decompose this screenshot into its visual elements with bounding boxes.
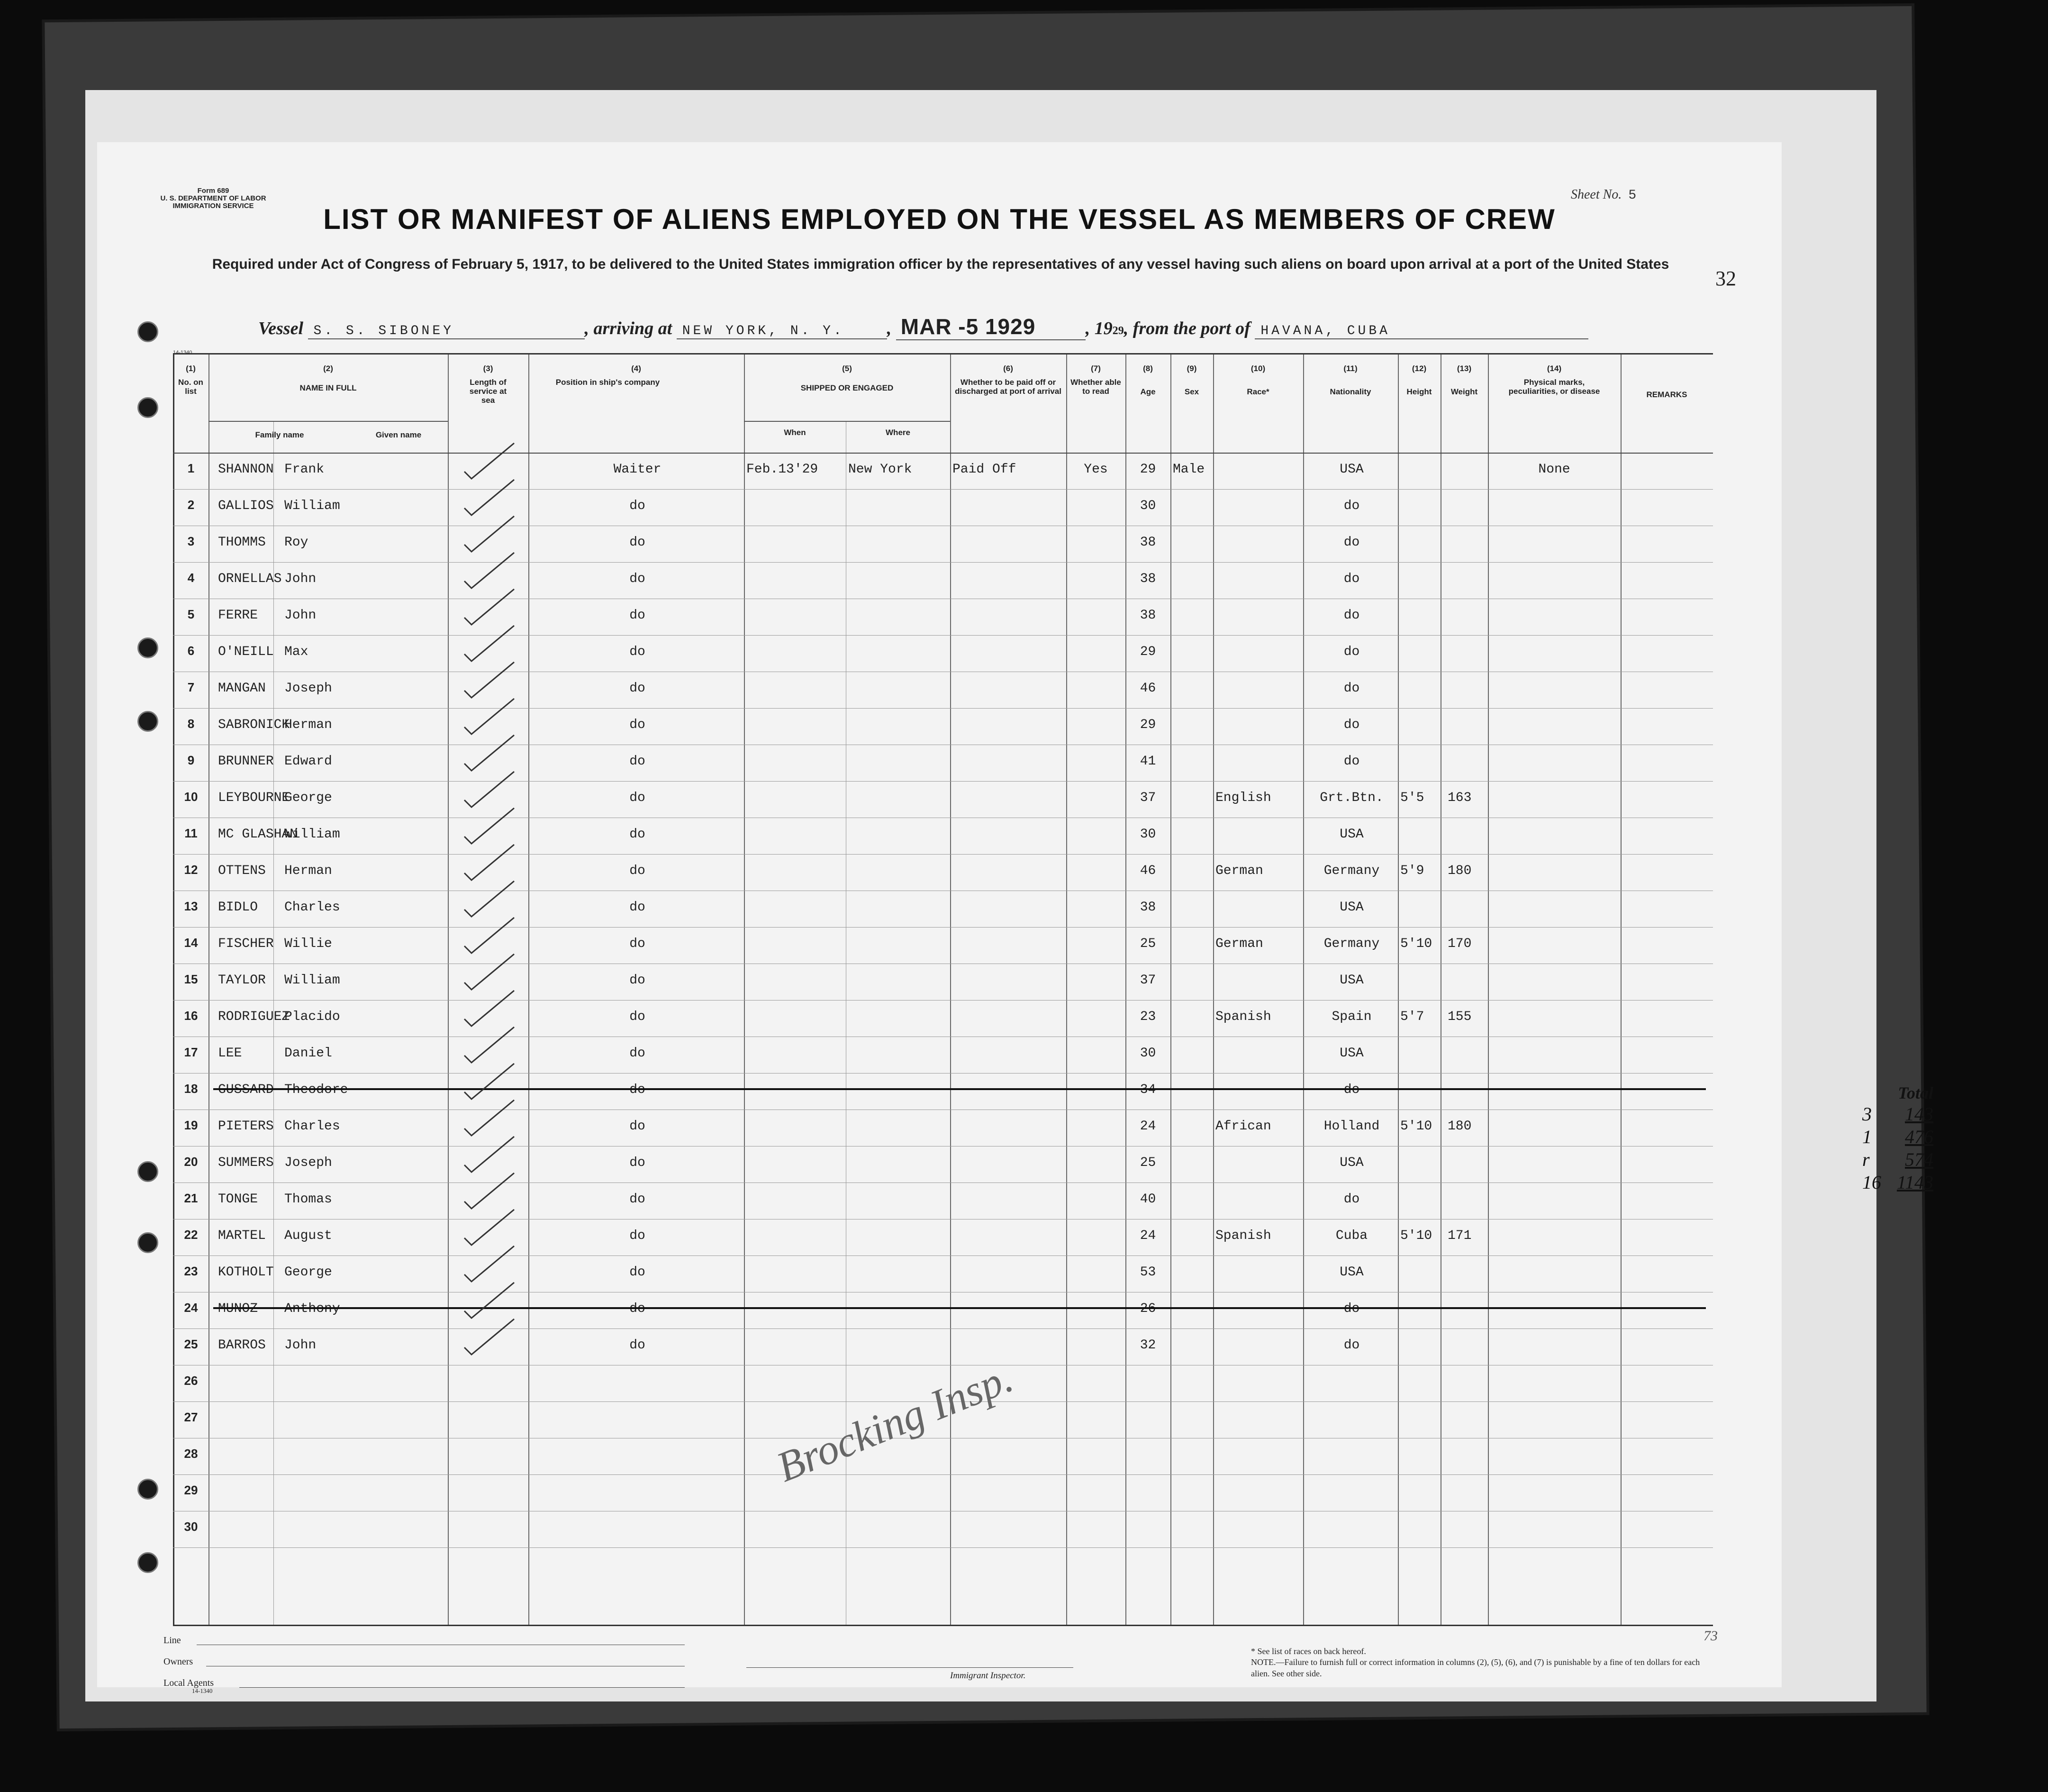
cell-nationality: do	[1343, 535, 1360, 550]
binder-hole	[137, 1161, 158, 1182]
row-number: 26	[184, 1374, 198, 1388]
cell-family: FERRE	[218, 608, 258, 623]
cell-weight: 180	[1448, 864, 1472, 878]
check-mark	[464, 553, 514, 588]
row-number: 6	[187, 644, 195, 658]
cell-age: 29	[1140, 462, 1156, 477]
cell-family: MARTEL	[218, 1228, 266, 1243]
cell-given: William	[284, 499, 340, 513]
cell-nationality: USA	[1340, 1155, 1364, 1170]
cell-position: do	[629, 973, 645, 988]
check-mark	[464, 1246, 514, 1282]
cell-race: German	[1215, 937, 1263, 951]
col-read-header: (7) Whether able to read	[1070, 364, 1121, 396]
cell-nationality: do	[1343, 1338, 1360, 1353]
check-mark	[464, 699, 514, 734]
cell-family: PIETERS	[218, 1119, 274, 1134]
totals-label: Total	[1898, 1083, 1933, 1102]
cell-nationality: USA	[1340, 973, 1364, 988]
cell-race: African	[1215, 1119, 1271, 1134]
agents-underline	[239, 1687, 685, 1688]
cell-height: 5'10	[1400, 937, 1432, 951]
sheet-number	[1571, 187, 1636, 203]
cell-age: 38	[1140, 535, 1156, 550]
col-shipped-header: (5) SHIPPED OR ENGAGED	[800, 364, 894, 392]
cell-nationality: do	[1343, 1192, 1360, 1207]
races-note: * See list of races on back hereof.	[1251, 1646, 1366, 1656]
cell-nationality: USA	[1340, 900, 1364, 915]
row-number: 14	[184, 936, 198, 950]
col-position-header: (4) Position in ship's company	[555, 364, 660, 387]
binder-hole	[137, 321, 158, 342]
check-mark	[464, 1137, 514, 1172]
row-number: 27	[184, 1410, 198, 1424]
cell-nationality: Grt.Btn.	[1320, 791, 1384, 805]
page-title: LIST OR MANIFEST OF ALIENS EMPLOYED ON THE VESSEL AS MEMBERS OF CREW	[323, 203, 1556, 235]
cell-given: Thomas	[284, 1192, 332, 1207]
cell-weight: 155	[1448, 1010, 1472, 1024]
col-physical-marks-header: (14) Physical marks, peculiarities, or disease	[1508, 364, 1600, 396]
cell-age: 40	[1140, 1192, 1156, 1207]
year-prefix: , 19	[1085, 318, 1113, 338]
local-agents-label: Local Agents	[163, 1678, 214, 1688]
col-length-service-header: (3) Length of service at sea	[469, 364, 507, 405]
row-number: 23	[184, 1264, 198, 1278]
check-mark	[464, 1173, 514, 1209]
cell-position: do	[629, 900, 645, 915]
cell-position: do	[629, 535, 645, 550]
cell-marks: None	[1538, 462, 1570, 477]
cell-nationality: USA	[1340, 462, 1364, 477]
totals-line	[1862, 1171, 1962, 1194]
cell-family: O'NEILL	[218, 645, 274, 659]
binder-hole	[137, 711, 158, 732]
check-mark	[464, 1210, 514, 1245]
from-port: HAVANA, CUBA	[1255, 324, 1588, 339]
arriving-port: NEW YORK, N. Y.	[677, 324, 887, 339]
cell-given: Edward	[284, 754, 332, 769]
cell-age: 46	[1140, 681, 1156, 696]
cell-age: 29	[1140, 645, 1156, 659]
corner-mark: 73	[1704, 1628, 1718, 1644]
cell-given: Joseph	[284, 1155, 332, 1170]
cell-age: 30	[1140, 1046, 1156, 1061]
row-number: 24	[184, 1301, 198, 1315]
year-suffix: 29	[1112, 325, 1124, 337]
col-when-header: When	[784, 428, 806, 437]
row-number: 10	[184, 790, 198, 804]
cell-age: 30	[1140, 827, 1156, 842]
cell-nationality: USA	[1340, 1265, 1364, 1280]
inspector-underline	[746, 1667, 1073, 1668]
totals-line	[1862, 1126, 1962, 1148]
agents-code: 14-1340	[192, 1687, 213, 1694]
col-name-header: (2) NAME IN FULL	[299, 364, 357, 392]
penalty-note: NOTE.—Failure to furnish full or correct information in columns (2), (5), (6), and (7) is punishable by a fine of ten dollars for each alien. See other side.	[1251, 1657, 1700, 1678]
cell-position: do	[629, 681, 645, 696]
cell-position: do	[629, 1228, 645, 1243]
date-stamp: MAR -5 1929	[896, 314, 1086, 340]
row-number: 13	[184, 899, 198, 913]
col-height-header: (12) Height	[1406, 364, 1432, 396]
cell-family: LEE	[218, 1046, 242, 1061]
legal-requirement: Required under Act of Congress of February 5, 1917, to be delivered to the United States immigration officer by the representatives of any vessel having such aliens on board upon arrival at a port of the United States	[212, 256, 1669, 272]
cell-nationality: USA	[1340, 1046, 1364, 1061]
cell-position: do	[629, 1119, 645, 1134]
row-number: 19	[184, 1118, 198, 1132]
cell-position: do	[629, 1265, 645, 1280]
cell-family: BRUNNER	[218, 754, 274, 769]
binder-hole	[137, 1232, 158, 1253]
row-number: 2	[187, 498, 195, 512]
cell-given: Placido	[284, 1010, 340, 1024]
cell-nationality: do	[1343, 499, 1360, 513]
cell-family: THOMMS	[218, 535, 266, 550]
cell-position: do	[629, 1192, 645, 1207]
page-number: 32	[1715, 267, 1736, 290]
cell-age: 37	[1140, 791, 1156, 805]
cell-given: George	[284, 791, 332, 805]
cell-family: GALLIOS	[218, 499, 274, 513]
cell-family: MUNOZ	[218, 1301, 258, 1316]
cell-family: KOTHOLT	[218, 1265, 274, 1280]
cell-position: do	[629, 572, 645, 586]
totals-right: 574	[1905, 1149, 1933, 1170]
cell-given: Joseph	[284, 681, 332, 696]
cell-age: 34	[1140, 1082, 1156, 1097]
cell-weight: 180	[1448, 1119, 1472, 1134]
sheet-value: 5	[1628, 188, 1637, 203]
cell-family: GUSSARD	[218, 1082, 274, 1097]
service: IMMIGRATION SERVICE	[172, 202, 254, 210]
row-number: 28	[184, 1446, 198, 1461]
cell-age: 32	[1140, 1338, 1156, 1353]
totals-right: 476	[1905, 1126, 1933, 1147]
form-number: Form 689	[197, 187, 229, 195]
cell-given: Roy	[284, 535, 308, 550]
binder-hole	[137, 637, 158, 658]
cell-position: do	[629, 1046, 645, 1061]
cell-read: Yes	[1084, 462, 1108, 477]
inspector-label: Immigrant Inspector.	[950, 1671, 1026, 1681]
binder-hole	[137, 397, 158, 418]
form-code: 14-1340	[173, 350, 192, 355]
totals-lines	[1862, 1103, 1962, 1194]
cell-given: John	[284, 572, 317, 586]
totals-left: 3	[1862, 1103, 1872, 1125]
cell-age: 53	[1140, 1265, 1156, 1280]
cell-family: OTTENS	[218, 864, 266, 878]
cell-race: German	[1215, 864, 1263, 878]
check-mark	[464, 589, 514, 625]
totals-left: 16	[1862, 1172, 1881, 1193]
cell-sex: Male	[1173, 462, 1205, 477]
cell-weight: 163	[1448, 791, 1472, 805]
line-label: Line	[163, 1635, 181, 1646]
cell-family: LEYBOURNE	[218, 791, 290, 805]
check-mark	[464, 1027, 514, 1063]
row-number: 17	[184, 1045, 198, 1059]
cell-nationality: Germany	[1323, 937, 1380, 951]
cell-family: FISCHER	[218, 937, 274, 951]
cell-given: Frank	[284, 462, 325, 477]
cell-given: Herman	[284, 864, 332, 878]
cell-weight: 171	[1448, 1228, 1472, 1243]
cell-position: do	[629, 827, 645, 842]
vessel-label: Vessel	[258, 318, 303, 338]
totals-left: r	[1862, 1149, 1870, 1170]
cell-age: 29	[1140, 718, 1156, 732]
cell-given: William	[284, 827, 340, 842]
cell-nationality: do	[1343, 1301, 1360, 1316]
cell-position: do	[629, 864, 645, 878]
from-label: , from the port of	[1124, 318, 1251, 338]
cell-family: SABRONICK	[218, 718, 290, 732]
check-mark	[464, 881, 514, 917]
row-number: 21	[184, 1191, 198, 1205]
row-number: 8	[187, 717, 195, 731]
cell-family: BARROS	[218, 1338, 266, 1353]
vessel-name: S. S. SIBONEY	[308, 324, 585, 339]
check-mark	[464, 516, 514, 552]
cell-family: BIDLO	[218, 900, 258, 915]
vessel-line: Vessel S. S. SIBONEY , arriving at NEW YORK, N. Y. , MAR -5 1929 , 1929, from the port of HAVANA, CUBA	[258, 314, 1588, 340]
cell-family: ORNELLAS	[218, 572, 282, 586]
cell-height: 5'10	[1400, 1228, 1432, 1243]
check-mark	[464, 991, 514, 1026]
totals-right: 1143	[1896, 1172, 1933, 1193]
row-number: 22	[184, 1228, 198, 1242]
totals-line	[1862, 1148, 1962, 1171]
crew-table	[173, 353, 1713, 1626]
owners-label: Owners	[163, 1656, 193, 1667]
check-mark	[464, 1064, 514, 1099]
cell-nationality: Spain	[1332, 1010, 1372, 1024]
cell-nationality: USA	[1340, 827, 1364, 842]
totals-left: 1	[1862, 1126, 1872, 1147]
cell-nationality: do	[1343, 1082, 1360, 1097]
sheet-label: Sheet No.	[1571, 187, 1622, 202]
row-number: 11	[184, 826, 198, 840]
row-number: 16	[184, 1009, 198, 1023]
cell-position: do	[629, 1010, 645, 1024]
col-weight-header: (13) Weight	[1450, 364, 1478, 396]
cell-age: 30	[1140, 499, 1156, 513]
cell-family: RODRIGUEZ	[218, 1010, 290, 1024]
row-number: 4	[187, 571, 195, 585]
check-mark	[464, 626, 514, 661]
cell-age: 25	[1140, 937, 1156, 951]
cell-race: Spanish	[1215, 1228, 1271, 1243]
col-given-name-header: Given name	[375, 430, 422, 439]
cell-family: SUMMERS	[218, 1155, 274, 1170]
cell-given: Max	[284, 645, 308, 659]
check-mark	[464, 480, 514, 515]
cell-family: MANGAN	[218, 681, 266, 696]
cell-given: Anthony	[284, 1301, 340, 1316]
row-number: 12	[184, 863, 198, 877]
check-mark	[464, 1100, 514, 1136]
check-mark	[464, 662, 514, 698]
cell-age: 37	[1140, 973, 1156, 988]
cell-family: MC GLASHAN	[218, 827, 298, 842]
row-number: 25	[184, 1337, 198, 1351]
cell-age: 26	[1140, 1301, 1156, 1316]
row-number: 29	[184, 1483, 198, 1497]
cell-position: do	[629, 1155, 645, 1170]
cell-age: 46	[1140, 864, 1156, 878]
totals-right: 143	[1905, 1103, 1933, 1125]
row-number: 3	[187, 534, 195, 548]
row-number: 1	[187, 461, 195, 475]
row-number: 5	[187, 607, 195, 621]
cell-position: do	[629, 645, 645, 659]
manifest-page	[97, 142, 1782, 1694]
cell-age: 38	[1140, 900, 1156, 915]
arriving-label: , arriving at	[584, 318, 672, 338]
cell-position: do	[629, 754, 645, 769]
cell-given: John	[284, 1338, 317, 1353]
cell-given: August	[284, 1228, 332, 1243]
cell-position: do	[629, 718, 645, 732]
cell-given: Herman	[284, 718, 332, 732]
cell-nationality: Cuba	[1335, 1228, 1368, 1243]
department: U. S. DEPARTMENT OF LABOR	[160, 194, 266, 202]
col-race-header: (10) Race*	[1247, 364, 1269, 396]
col-number-header: (1) No. on list	[178, 364, 203, 396]
row-number: 15	[184, 972, 198, 986]
cell-given: Charles	[284, 900, 340, 915]
totals-line	[1862, 1103, 1962, 1126]
cell-height: 5'10	[1400, 1119, 1432, 1134]
cell-family: TONGE	[218, 1192, 258, 1207]
row-number: 30	[184, 1519, 198, 1534]
cell-given: Charles	[284, 1119, 340, 1134]
binder-hole	[137, 1552, 158, 1573]
cell-position: Waiter	[613, 462, 662, 477]
cell-nationality: do	[1343, 608, 1360, 623]
cell-nationality: do	[1343, 645, 1360, 659]
check-mark	[464, 954, 514, 990]
binder-hole	[137, 1479, 158, 1500]
inspector-signature: Brocking Insp.	[770, 1354, 1019, 1492]
col-family-name-header: Family name	[255, 430, 304, 439]
cell-position: do	[629, 1082, 645, 1097]
col-where-header: Where	[886, 428, 910, 437]
cell-position: do	[629, 791, 645, 805]
cell-age: 38	[1140, 572, 1156, 586]
cell-nationality: do	[1343, 754, 1360, 769]
check-marks	[173, 355, 1713, 1625]
cell-age: 24	[1140, 1228, 1156, 1243]
cell-height: 5'5	[1400, 791, 1424, 805]
row-number: 9	[187, 753, 195, 767]
col-sex-header: (9) Sex	[1184, 364, 1199, 396]
margin-totals	[1862, 1083, 1962, 1194]
cell-given: Daniel	[284, 1046, 332, 1061]
row-number: 7	[187, 680, 195, 694]
check-mark	[464, 772, 514, 807]
cell-when: Feb.13'29	[746, 462, 818, 477]
cell-age: 38	[1140, 608, 1156, 623]
check-mark	[464, 808, 514, 844]
cell-position: do	[629, 1301, 645, 1316]
col-paid-off-header: (6) Whether to be paid off or discharged at port of arrival	[955, 364, 1061, 396]
check-mark	[464, 1319, 514, 1355]
cell-nationality: Holland	[1323, 1119, 1380, 1134]
cell-age: 41	[1140, 754, 1156, 769]
cell-nationality: do	[1343, 572, 1360, 586]
cell-position: do	[629, 608, 645, 623]
cell-race: Spanish	[1215, 1010, 1271, 1024]
cell-given: Theodore	[284, 1082, 348, 1097]
cell-age: 23	[1140, 1010, 1156, 1024]
col-age-header: (8) Age	[1140, 364, 1156, 396]
check-mark	[464, 918, 514, 953]
cell-nationality: do	[1343, 681, 1360, 696]
check-mark	[464, 443, 514, 479]
cell-given: George	[284, 1265, 332, 1280]
cell-where: New York	[848, 462, 912, 477]
cell-nationality: Germany	[1323, 864, 1380, 878]
cell-nationality: do	[1343, 718, 1360, 732]
cell-given: Willie	[284, 937, 332, 951]
cell-position: do	[629, 1338, 645, 1353]
cell-age: 24	[1140, 1119, 1156, 1134]
cell-family: TAYLOR	[218, 973, 266, 988]
row-number: 18	[184, 1082, 198, 1096]
check-mark	[464, 1283, 514, 1318]
cell-race: English	[1215, 791, 1271, 805]
cell-family: SHANNON	[218, 462, 274, 477]
cell-paid: Paid Off	[952, 462, 1016, 477]
cell-position: do	[629, 937, 645, 951]
row-number: 20	[184, 1155, 198, 1169]
cell-given: John	[284, 608, 317, 623]
check-mark	[464, 845, 514, 880]
cell-height: 5'9	[1400, 864, 1424, 878]
cell-age: 25	[1140, 1155, 1156, 1170]
col-nationality-header: (11) Nationality	[1330, 364, 1371, 396]
check-mark	[464, 735, 514, 771]
cell-weight: 170	[1448, 937, 1472, 951]
cell-height: 5'7	[1400, 1010, 1424, 1024]
cell-position: do	[629, 499, 645, 513]
col-remarks-header: REMARKS	[1646, 390, 1687, 399]
cell-given: William	[284, 973, 340, 988]
